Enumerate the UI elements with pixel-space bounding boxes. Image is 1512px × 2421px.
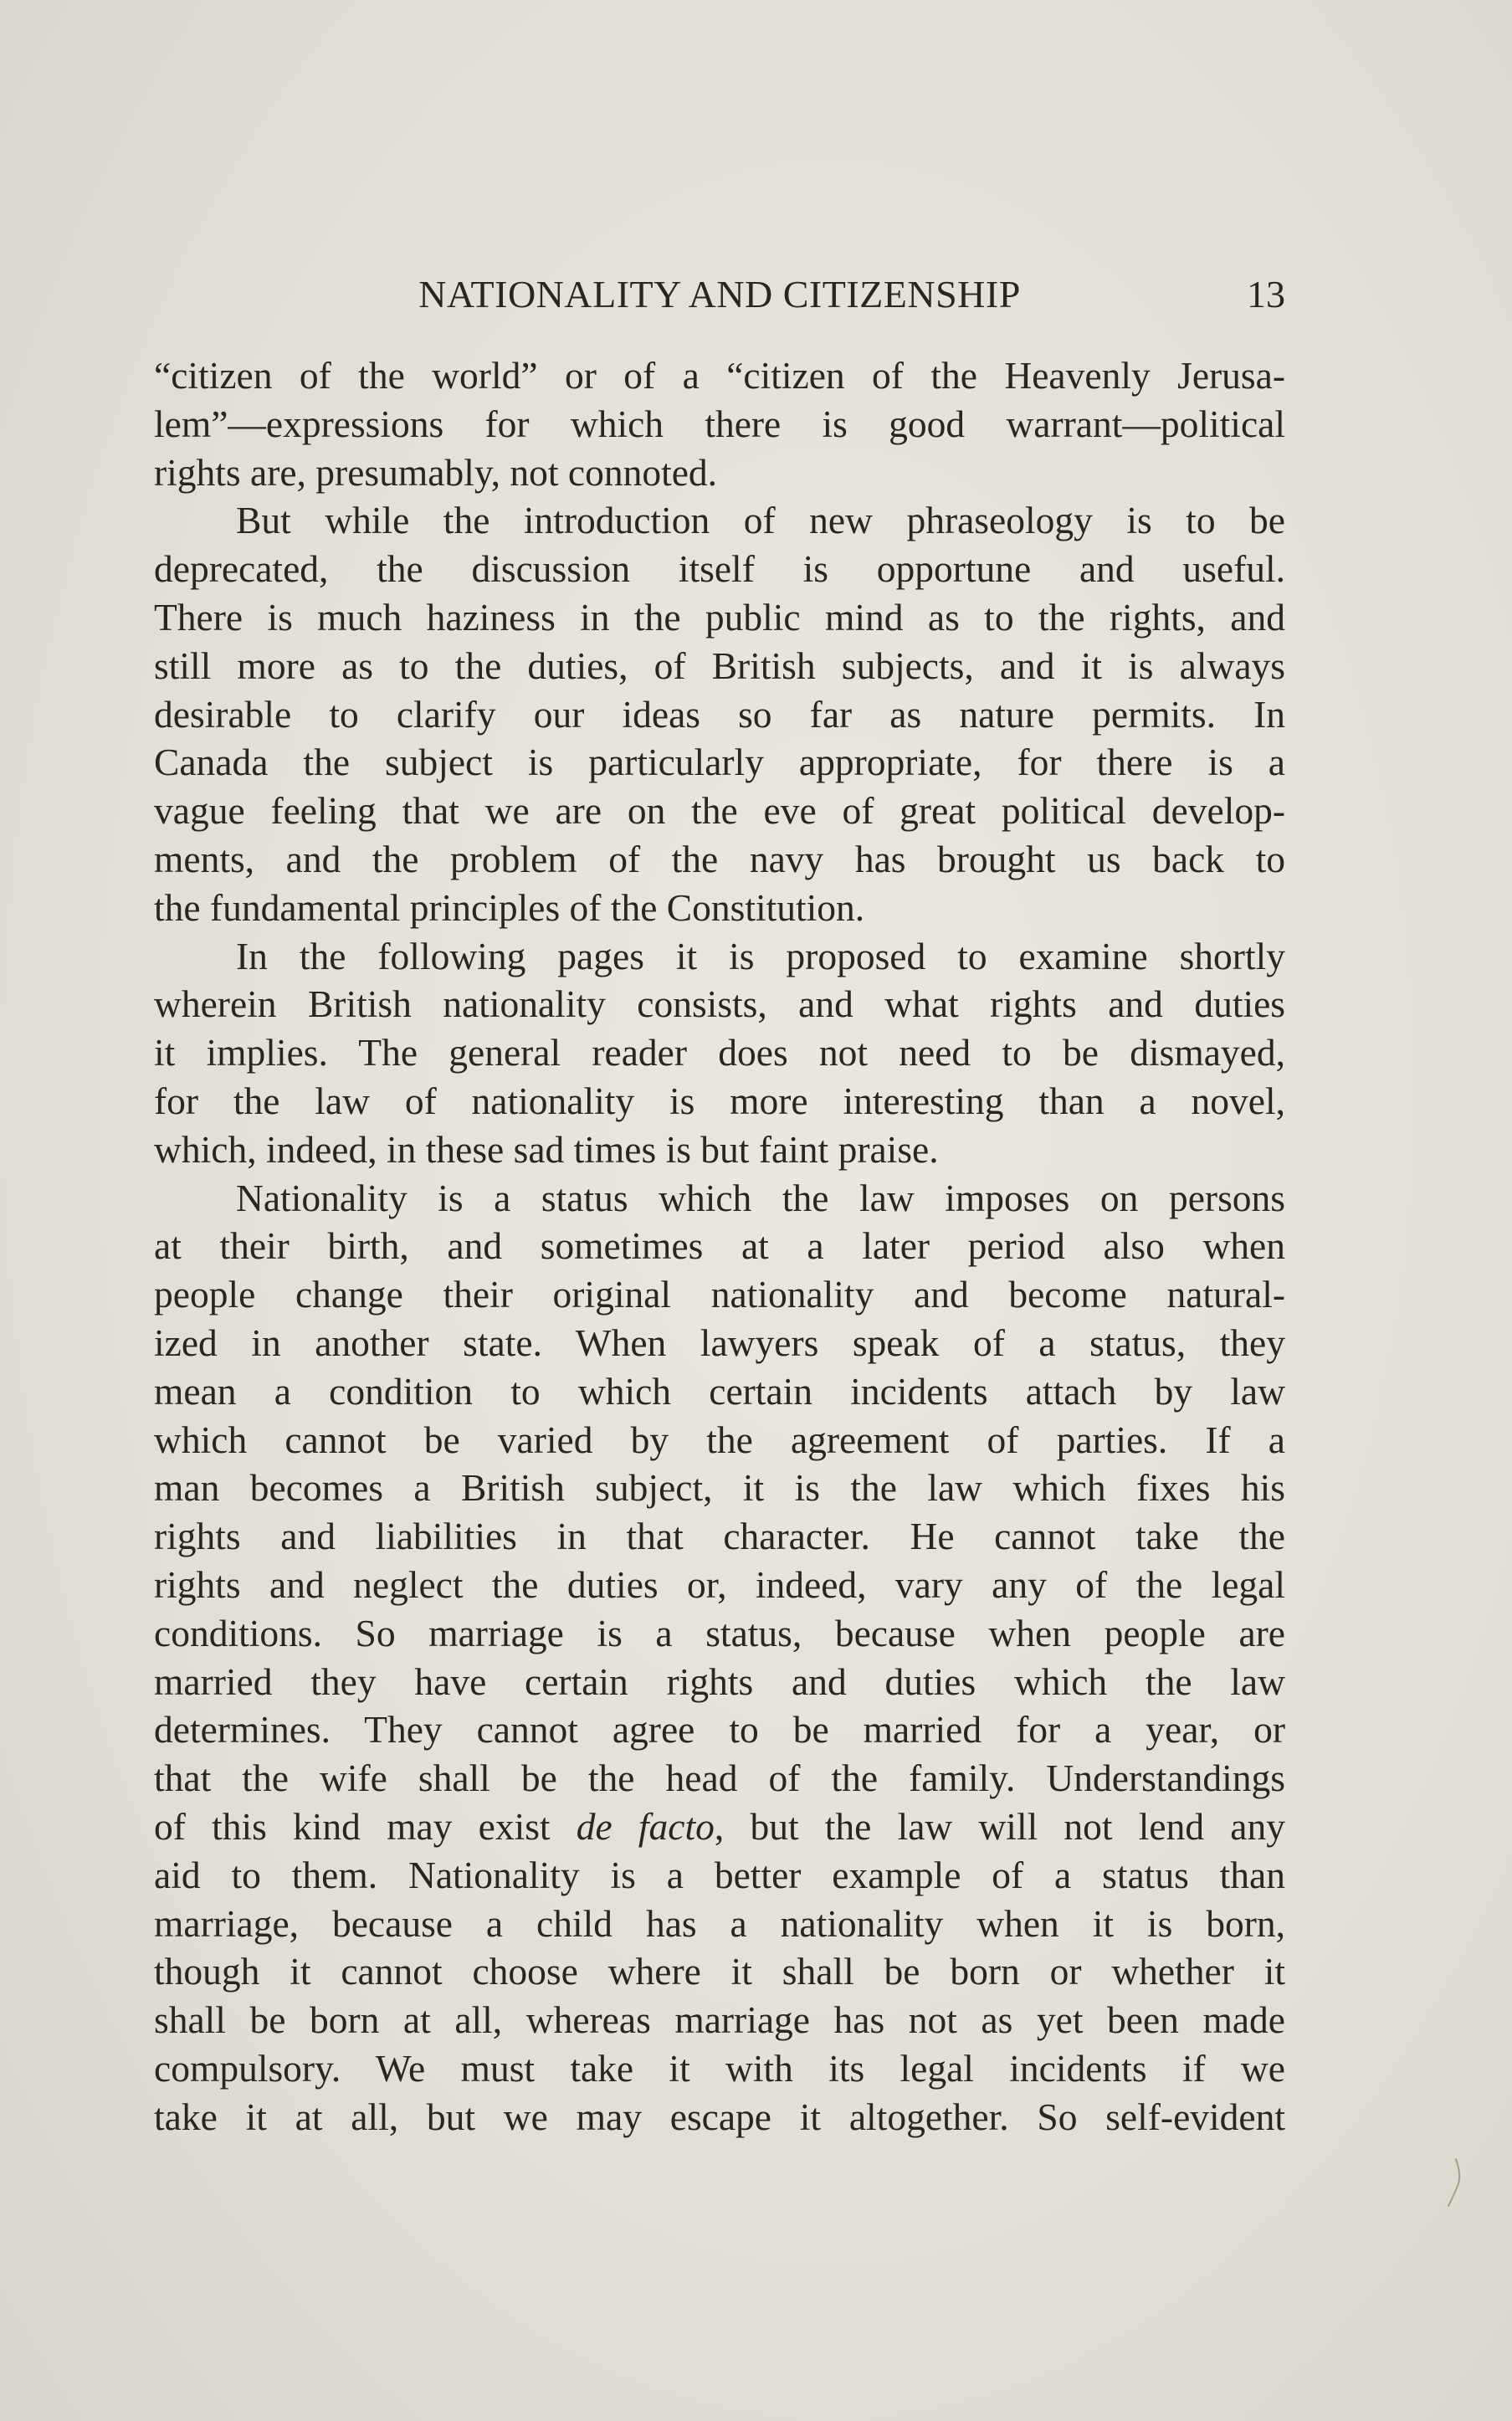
text-line: Nationality is a status which the law imposes on persons <box>236 1176 1285 1219</box>
text-line: take it at all, but we may escape it altogether. So self-evident <box>154 2095 1285 2138</box>
text-line: aid to them. Nationality is a better example of a status than <box>154 1853 1285 1896</box>
text-line: ized in another state. When lawyers speak of a status, they <box>154 1321 1285 1364</box>
text-line: There is much haziness in the public mind as to the rights, and <box>154 595 1285 639</box>
text-line: at their birth, and sometimes at a later period also when <box>154 1224 1285 1268</box>
text-line: married they have certain rights and duties which the law <box>154 1659 1285 1703</box>
text-line: that the wife shall be the head of the family. Understandings <box>154 1757 1285 1800</box>
pencil-mark <box>1446 2157 1463 2208</box>
text-line: though it cannot choose where it shall be born or whether it <box>154 1950 1285 1993</box>
text-line: determines. They cannot agree to be married for a year, or <box>154 1708 1285 1752</box>
text-line: which cannot be varied by the agreement of parties. If a <box>154 1418 1285 1461</box>
text-line: mean a condition to which certain incidents attach by law <box>154 1369 1285 1413</box>
paragraph-3 <box>154 932 1285 1174</box>
italic-phrase: de facto <box>576 1804 715 1848</box>
text-line: people change their original nationality and become natural- <box>154 1273 1285 1316</box>
text-line: But while the introduction of new phraseology is to be <box>236 499 1285 542</box>
paragraph-1 <box>154 351 1285 496</box>
text-line: conditions. So marriage is a status, because when people are <box>154 1611 1285 1654</box>
text-line: vague feeling that we are on the eve of great political develop- <box>154 789 1285 833</box>
text-line: the fundamental principles of the Constitution. <box>154 885 865 929</box>
paragraph-2 <box>154 496 1285 931</box>
text-line: wherein British nationality consists, and what rights and duties <box>154 982 1285 1026</box>
text-line: which, indeed, in these sad times is but faint praise. <box>154 1127 939 1171</box>
text-line: ments, and the problem of the navy has brought us back to <box>154 837 1285 880</box>
text-line: still more as to the duties, of British subjects, and it is always <box>154 644 1285 687</box>
text-line: lem”—expressions for which there is good warrant—political <box>154 402 1285 445</box>
text-line: Canada the subject is particularly appropriate, for there is a <box>154 741 1285 784</box>
text-line: “citizen of the world” or of a “citizen of the Heavenly Jerusa- <box>154 354 1285 397</box>
text-line: of this kind may exist de facto, but the law will not lend any <box>154 1804 1285 1848</box>
text-line: it implies. The general reader does not need to be dismayed, <box>154 1031 1285 1075</box>
running-head <box>154 269 1285 320</box>
text-line: for the law of nationality is more interesting than a novel, <box>154 1079 1285 1122</box>
text-line: rights and neglect the duties or, indeed, vary any of the legal <box>154 1562 1285 1606</box>
paragraph-4 <box>154 1174 1285 2141</box>
text-line: In the following pages it is proposed to examine shortly <box>236 934 1285 977</box>
text-line: deprecated, the discussion itself is opportune and useful. <box>154 547 1285 591</box>
text-line: shall be born at all, whereas marriage has not as yet been made <box>154 1998 1285 2042</box>
page-number: 13 <box>1247 273 1285 315</box>
text-line: man becomes a British subject, it is the law which fixes his <box>154 1466 1285 1510</box>
text-line: desirable to clarify our ideas so far as nature permits. In <box>154 692 1285 736</box>
text-line: compulsory. We must take it with its legal incidents if we <box>154 2046 1285 2090</box>
text-line: rights and liabilities in that character. He cannot take the <box>154 1515 1285 1558</box>
body-text <box>154 351 1285 2141</box>
text-line: marriage, because a child has a nationality when it is born, <box>154 1901 1285 1945</box>
running-title: NATIONALITY AND CITIZENSHIP <box>418 273 1021 315</box>
text-line: rights are, presumably, not connoted. <box>154 450 718 494</box>
